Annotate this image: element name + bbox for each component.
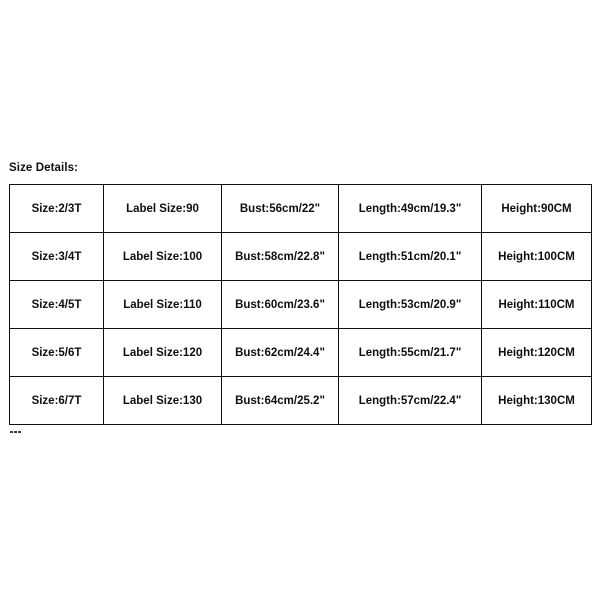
cell-bust: Bust:60cm/23.6" bbox=[222, 281, 339, 329]
cell-bust: Bust:62cm/24.4" bbox=[222, 329, 339, 377]
table-row bbox=[10, 377, 592, 425]
cell-height: Height:90CM bbox=[482, 185, 592, 233]
cell-label-size: Label Size:110 bbox=[104, 281, 222, 329]
tick-mark-icon bbox=[10, 431, 13, 433]
cell-size: Size:3/4T bbox=[10, 233, 104, 281]
cell-size: Size:6/7T bbox=[10, 377, 104, 425]
cell-label-size: Label Size:130 bbox=[104, 377, 222, 425]
cell-height: Height:130CM bbox=[482, 377, 592, 425]
cell-length: Length:51cm/20.1" bbox=[339, 233, 482, 281]
cell-bust: Bust:58cm/22.8" bbox=[222, 233, 339, 281]
cell-length: Length:57cm/22.4" bbox=[339, 377, 482, 425]
table-row bbox=[10, 233, 592, 281]
cell-label-size: Label Size:90 bbox=[104, 185, 222, 233]
cell-size: Size:4/5T bbox=[10, 281, 104, 329]
cell-bust: Bust:56cm/22" bbox=[222, 185, 339, 233]
cell-length: Length:55cm/21.7" bbox=[339, 329, 482, 377]
cell-bust: Bust:64cm/25.2" bbox=[222, 377, 339, 425]
table-row bbox=[10, 281, 592, 329]
tick-mark-icon bbox=[18, 431, 21, 433]
cell-label-size: Label Size:120 bbox=[104, 329, 222, 377]
artifact-marks bbox=[10, 428, 50, 438]
cell-height: Height:100CM bbox=[482, 233, 592, 281]
table-row bbox=[10, 185, 592, 233]
cell-label-size: Label Size:100 bbox=[104, 233, 222, 281]
cell-length: Length:49cm/19.3" bbox=[339, 185, 482, 233]
cell-height: Height:110CM bbox=[482, 281, 592, 329]
cell-height: Height:120CM bbox=[482, 329, 592, 377]
cell-length: Length:53cm/20.9" bbox=[339, 281, 482, 329]
size-table-container bbox=[9, 184, 591, 425]
tick-mark-icon bbox=[14, 431, 17, 433]
cell-size: Size:5/6T bbox=[10, 329, 104, 377]
table-row bbox=[10, 329, 592, 377]
size-details-table bbox=[9, 184, 592, 425]
size-details-title: Size Details: bbox=[9, 162, 79, 174]
cell-size: Size:2/3T bbox=[10, 185, 104, 233]
